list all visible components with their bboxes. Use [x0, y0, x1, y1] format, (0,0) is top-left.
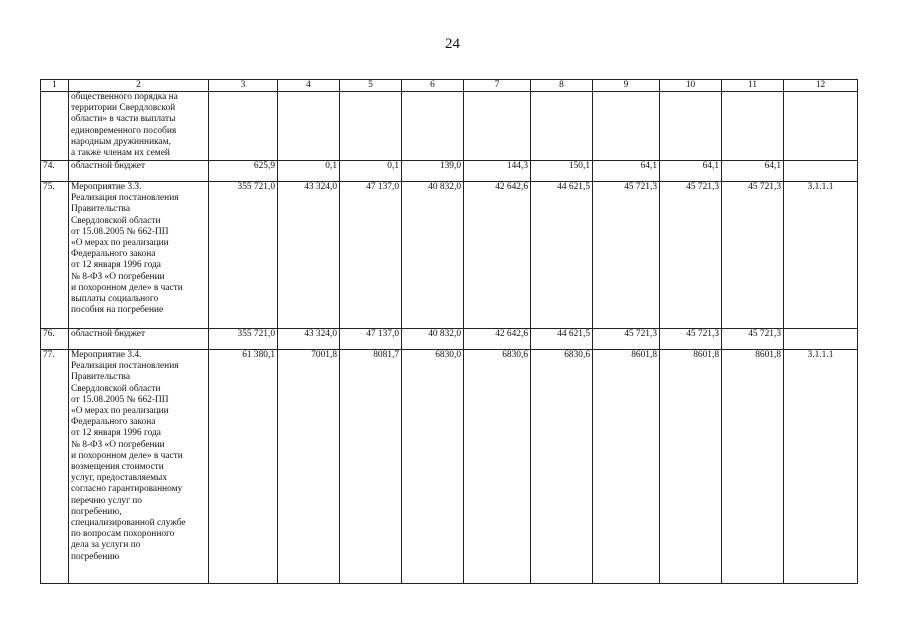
- value-cell: 355 721,0: [209, 182, 278, 329]
- value-cell: 64,1: [722, 161, 784, 182]
- value-cell: 8081,7: [340, 350, 402, 584]
- table-row: [41, 182, 858, 329]
- description-line: Правительства: [71, 372, 130, 383]
- description-line: народным дружинникам,: [71, 136, 171, 147]
- column-header: 4: [278, 80, 340, 92]
- description-line: выплаты социального: [71, 294, 159, 305]
- description-line: дела за услуги по: [71, 540, 141, 551]
- column-header: 9: [593, 80, 660, 92]
- target-code: [784, 161, 858, 182]
- description-line: территории Свердловской: [71, 103, 176, 114]
- row-number: 75.: [41, 182, 69, 329]
- value-cell: 625,9: [209, 161, 278, 182]
- column-header: 7: [464, 80, 531, 92]
- description-line: № 8-ФЗ «О погребении: [71, 271, 165, 282]
- row-number: [41, 92, 69, 161]
- description-line: возмещения стоимости: [71, 462, 164, 473]
- value-cell: [402, 92, 464, 161]
- page-number: 24: [445, 36, 460, 52]
- description-line: специализированной службе: [71, 518, 186, 529]
- description-line: погребению,: [71, 506, 122, 517]
- value-cell: 43 324,0: [278, 182, 340, 329]
- value-cell: 0,1: [340, 161, 402, 182]
- target-code: [784, 92, 858, 161]
- value-cell: 45 721,3: [593, 329, 660, 350]
- budget-table: [40, 79, 858, 584]
- column-header: 10: [660, 80, 722, 92]
- column-header: 6: [402, 80, 464, 92]
- column-header: 2: [69, 80, 209, 92]
- description-line: от 12 января 1996 года: [71, 428, 161, 439]
- description-line: погребению: [71, 551, 120, 562]
- value-cell: 6830,6: [531, 350, 593, 584]
- value-cell: 40 832,0: [402, 329, 464, 350]
- description-line: а также членам их семей: [71, 148, 170, 159]
- value-cell: 355 721,0: [209, 329, 278, 350]
- row-description: [69, 161, 209, 182]
- value-cell: 8601,8: [593, 350, 660, 584]
- value-cell: 64,1: [593, 161, 660, 182]
- column-header: 1: [41, 80, 69, 92]
- value-cell: 150,1: [531, 161, 593, 182]
- value-cell: [593, 92, 660, 161]
- value-cell: 43 324,0: [278, 329, 340, 350]
- column-header: 3: [209, 80, 278, 92]
- description-line: от 15.08.2005 № 662-ПП: [71, 226, 169, 237]
- description-line: общественного порядка на: [71, 92, 178, 102]
- value-cell: [464, 92, 531, 161]
- description-line: пособия на погребение: [71, 305, 164, 316]
- value-cell: 47 137,0: [340, 329, 402, 350]
- description-line: единовременного пособия: [71, 125, 177, 136]
- description-line: и похоронном деле» в части: [71, 450, 183, 461]
- table-row: [41, 92, 858, 161]
- value-cell: 8601,8: [660, 350, 722, 584]
- description-line: № 8-ФЗ «О погребении: [71, 439, 165, 450]
- value-cell: 47 137,0: [340, 182, 402, 329]
- row-number: 74.: [41, 161, 69, 182]
- value-cell: [660, 92, 722, 161]
- description-line: «О мерах по реализации: [71, 238, 169, 249]
- column-header: 12: [784, 80, 858, 92]
- description-line: Федерального закона: [71, 417, 156, 428]
- target-code: 3.1.1.1: [784, 350, 858, 584]
- value-cell: 45 721,3: [660, 182, 722, 329]
- table-row: [41, 161, 858, 182]
- column-number-header-row: [41, 80, 858, 92]
- row-description: [69, 182, 209, 329]
- value-cell: [209, 92, 278, 161]
- value-cell: 8601,8: [722, 350, 784, 584]
- description-line: согласно гарантированному: [71, 484, 183, 495]
- row-description: [69, 350, 209, 584]
- target-code: 3.1.1.1: [784, 182, 858, 329]
- table-row: [41, 350, 858, 584]
- value-cell: [722, 92, 784, 161]
- value-cell: 44 621,5: [531, 329, 593, 350]
- description-line: Свердловской области: [71, 383, 161, 394]
- value-cell: [531, 92, 593, 161]
- value-cell: 64,1: [660, 161, 722, 182]
- description-line: областной бюджет: [71, 161, 146, 171]
- value-cell: 42 642,6: [464, 182, 531, 329]
- description-line: «О мерах по реализации: [71, 406, 169, 417]
- value-cell: 45 721,3: [593, 182, 660, 329]
- column-header: 11: [722, 80, 784, 92]
- value-cell: 40 832,0: [402, 182, 464, 329]
- value-cell: 139,0: [402, 161, 464, 182]
- value-cell: 45 721,3: [722, 329, 784, 350]
- description-line: Мероприятие 3.4.: [71, 350, 142, 360]
- value-cell: 45 721,3: [660, 329, 722, 350]
- description-line: Федерального закона: [71, 249, 156, 260]
- description-line: Правительства: [71, 204, 130, 215]
- table-row: [41, 329, 858, 350]
- column-header: 5: [340, 80, 402, 92]
- value-cell: 44 621,5: [531, 182, 593, 329]
- description-line: области» в части выплаты: [71, 114, 176, 125]
- target-code: [784, 329, 858, 350]
- value-cell: 6830,0: [402, 350, 464, 584]
- value-cell: [340, 92, 402, 161]
- description-line: перечню услуг по: [71, 495, 142, 506]
- row-number: 77.: [41, 350, 69, 584]
- description-line: Реализация постановления: [71, 361, 179, 372]
- description-line: услуг, предоставляемых: [71, 473, 168, 484]
- value-cell: 144,3: [464, 161, 531, 182]
- column-header: 8: [531, 80, 593, 92]
- description-line: по вопросам похоронного: [71, 529, 175, 540]
- description-line: от 15.08.2005 № 662-ПП: [71, 394, 169, 405]
- row-number: 76.: [41, 329, 69, 350]
- row-description: [69, 92, 209, 161]
- description-line: Мероприятие 3.3.: [71, 182, 142, 192]
- value-cell: 7001,8: [278, 350, 340, 584]
- value-cell: 42 642,6: [464, 329, 531, 350]
- value-cell: [278, 92, 340, 161]
- description-line: от 12 января 1996 года: [71, 260, 161, 271]
- description-line: Реализация постановления: [71, 193, 179, 204]
- description-line: и похоронном деле» в части: [71, 282, 183, 293]
- value-cell: 0,1: [278, 161, 340, 182]
- value-cell: 45 721,3: [722, 182, 784, 329]
- description-line: Свердловской области: [71, 215, 161, 226]
- description-line: областной бюджет: [71, 329, 146, 339]
- value-cell: 61 380,1: [209, 350, 278, 584]
- value-cell: 6830,6: [464, 350, 531, 584]
- row-description: [69, 329, 209, 350]
